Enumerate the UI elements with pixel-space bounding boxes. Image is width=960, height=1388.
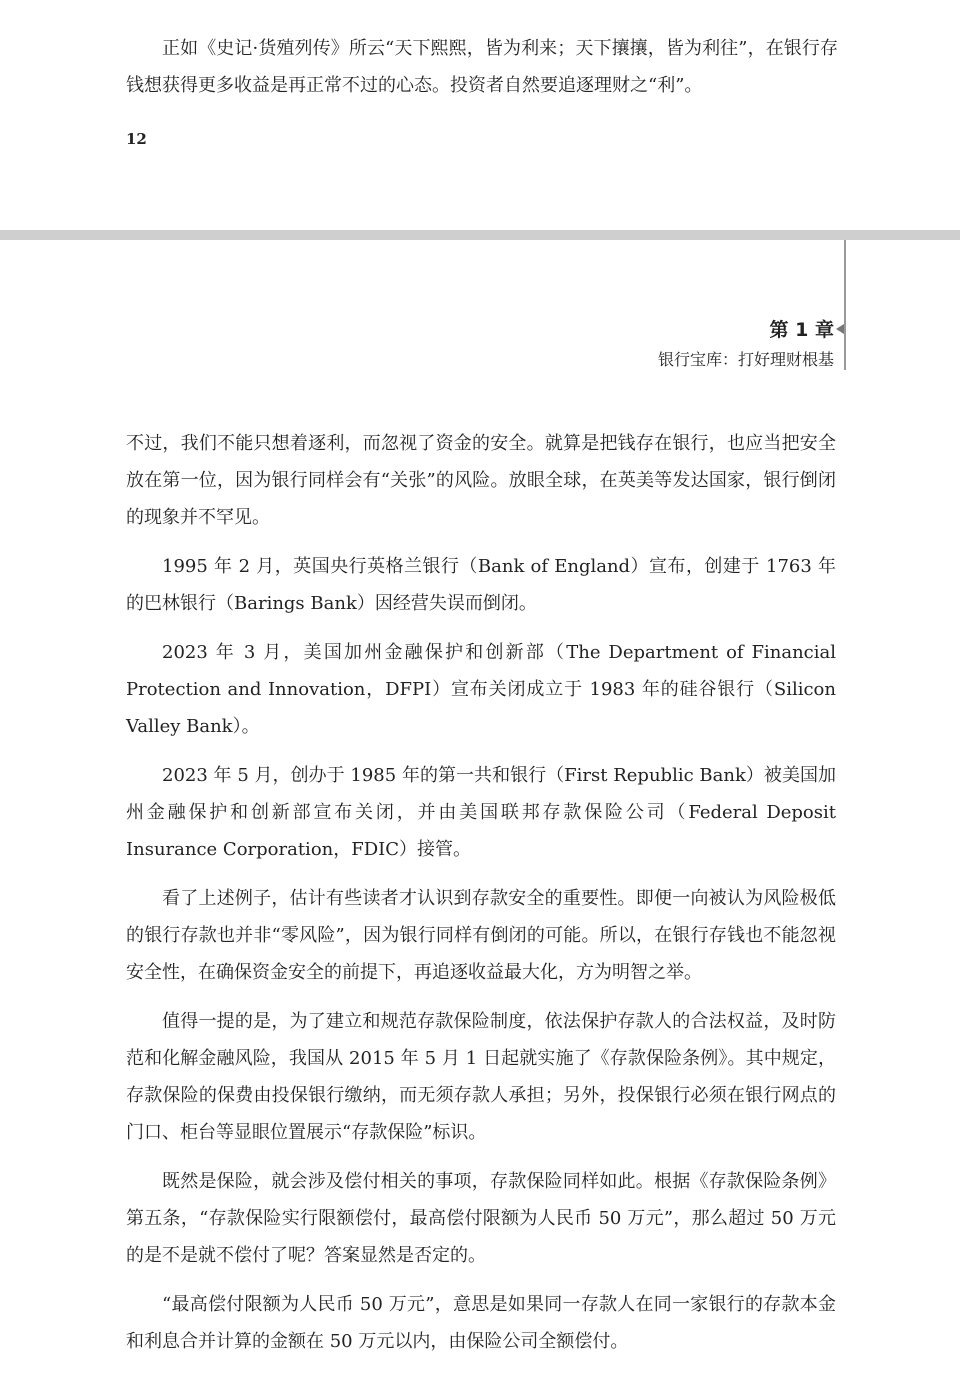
paragraph: 看了上述例子，估计有些读者才认识到存款安全的重要性。即便一向被认为风险极低的银行存款也并非“零风险”，因为银行同样有倒闭的可能。所以，在银行存钱也不能忽视安全性，在确保资金安全的前提下，再追逐收益最大化，方为明智之举。 (126, 888, 836, 983)
paragraph: 2023 年 3 月，美国加州金融保护和创新部（The Department of Financial Protection and Innovation，DFPI）宣布关闭成立于 1983 年的硅谷银行（Silicon Valley Bank）。 (126, 642, 836, 737)
paragraph: “最高偿付限额为人民币 50 万元”，意思是如果同一存款人在同一家银行的存款本金和利息合并计算的金额在 50 万元以内，由保险公司全额偿付。 (126, 1294, 836, 1352)
paragraph: 不过，我们不能只想着逐利，而忽视了资金的安全。就算是把钱存在银行，也应当把安全放在第一位，因为银行同样会有“关张”的风险。放眼全球，在英美等发达国家，银行倒闭的现象并不罕见。 (126, 433, 836, 528)
paragraph: 2023 年 5 月，创办于 1985 年的第一共和银行（First Republic Bank）被美国加州金融保护和创新部宣布关闭，并由美国联邦存款保险公司（Federal Deposit Insurance Corporation，FDIC）接管。 (126, 765, 836, 860)
paragraph: 值得一提的是，为了建立和规范存款保险制度，依法保护存款人的合法权益，及时防范和化解金融风险，我国从 2015 年 5 月 1 日起就实施了《存款保险条例》。其中规定，存款保险的保费由投保银行缴纳，而无须存款人承担；另外，投保银行必须在银行网点的门口、柜台等显眼位置展示“存款保险”标识。 (126, 1011, 836, 1143)
paragraph: 1995 年 2 月，英国央行英格兰银行（Bank of England）宣布，创建于 1763 年的巴林银行（Barings Bank）因经营失误而倒闭。 (126, 556, 836, 614)
chapter-marker-icon (836, 324, 844, 334)
chapter-title: 银行宝库：打好理财根基 (657, 350, 834, 369)
running-header (658, 315, 834, 375)
page-number: 12 (126, 130, 147, 148)
chapter-number: 第 1 章 (769, 319, 834, 341)
paragraph: 既然是保险，就会涉及偿付相关的事项，存款保险同样如此。根据《存款保险条例》第五条，“存款保险实行限额偿付，最高偿付限额为人民币 50 万元”，那么超过 50 万元的是不是就不偿付了呢？答案显然是否定的。 (126, 1171, 836, 1266)
previous-page (0, 0, 960, 230)
header-rule (844, 240, 846, 370)
body-text (126, 425, 836, 1372)
previous-page-paragraph: 正如《史记·货殖列传》所云“天下熙熙，皆为利来；天下攘攘，皆为利往”，在银行存钱想获得更多收益是再正常不过的心态。投资者自然要追逐理财之“利”。 (126, 38, 838, 96)
current-page (0, 240, 960, 1388)
page-separator (0, 230, 960, 240)
